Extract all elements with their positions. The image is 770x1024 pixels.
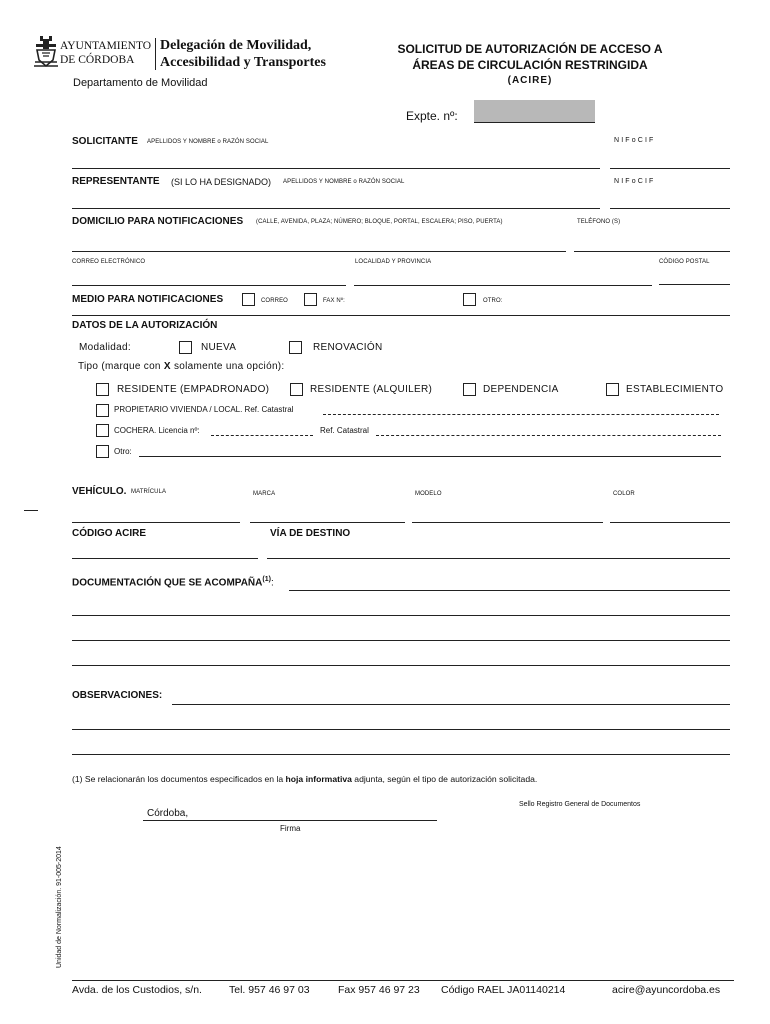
tipo-instruction: [78, 361, 285, 372]
documentacion-sup: (1): [262, 576, 271, 583]
dependencia-checkbox[interactable]: [463, 383, 476, 396]
color-label: COLOR: [613, 491, 635, 497]
via-destino-label: VÍA DE DESTINO: [270, 528, 351, 539]
footnote-pre: (1) Se relacionarán los documentos especificados en la: [72, 774, 286, 784]
cochera-label: COCHERA. Licencia nº:: [114, 426, 200, 435]
observaciones-label: OBSERVACIONES:: [72, 690, 163, 701]
marca-label: MARCA: [253, 491, 276, 497]
firma-label: Firma: [280, 824, 301, 833]
expte-label: Expte. nº:: [406, 109, 458, 123]
delegation-line-1: Delegación de Movilidad,: [160, 38, 312, 53]
delegation-name: [160, 37, 326, 71]
section-divider: [72, 315, 730, 316]
propietario-checkbox[interactable]: [96, 404, 109, 417]
representante-paren: (SI LO HA DESIGNADO): [171, 177, 272, 187]
fold-mark: [24, 510, 38, 511]
tipo-x: X: [163, 361, 171, 372]
propietario-ref-field[interactable]: [323, 414, 719, 415]
tipo-pre: Tipo (marque con: [78, 361, 164, 372]
nueva-label: NUEVA: [201, 342, 237, 353]
medio-correo-checkbox[interactable]: [242, 293, 255, 306]
solicitante-sub: APELLIDOS Y NOMBRE o RAZÓN SOCIAL: [147, 139, 269, 145]
domicilio-label: DOMICILIO PARA NOTIFICACIONES: [72, 216, 244, 227]
documentacion-label: [72, 576, 274, 588]
nueva-checkbox[interactable]: [179, 341, 192, 354]
solicitante-name-field[interactable]: [72, 168, 600, 169]
observaciones-line-3[interactable]: [72, 754, 730, 755]
footnote: [72, 774, 537, 784]
observaciones-line-1[interactable]: [172, 704, 730, 705]
domicilio-field[interactable]: [72, 251, 566, 252]
representante-nif-label: N I F o C I F: [614, 178, 654, 185]
localidad-field[interactable]: [354, 285, 652, 286]
footer-divider: [72, 980, 734, 981]
dependencia-label: DEPENDENCIA: [483, 384, 559, 395]
otro-label: Otro:: [114, 447, 132, 456]
side-normalization-text: Unidad de Normalización. 91-005-2014: [56, 846, 63, 968]
propietario-label: PROPIETARIO VIVIENDA / LOCAL. Ref. Catastral: [114, 405, 294, 414]
solicitante-nif-label: N I F o C I F: [614, 137, 654, 144]
localidad-label: LOCALIDAD Y PROVINCIA: [355, 259, 432, 265]
marca-field[interactable]: [250, 522, 405, 523]
correo-field[interactable]: [72, 285, 346, 286]
solicitante-nif-field[interactable]: [610, 168, 730, 169]
documentacion-line-3[interactable]: [72, 640, 730, 641]
cochera-licencia-field[interactable]: [211, 435, 313, 436]
modelo-label: MODELO: [415, 491, 442, 497]
otro-checkbox[interactable]: [96, 445, 109, 458]
cochera-ref-field[interactable]: [376, 435, 721, 436]
solicitante-label: SOLICITANTE: [72, 136, 138, 147]
medio-correo-label: CORREO: [261, 298, 288, 304]
renovacion-checkbox[interactable]: [289, 341, 302, 354]
telefono-field[interactable]: [574, 251, 730, 252]
representante-sub: APELLIDOS Y NOMBRE o RAZÓN SOCIAL: [283, 179, 405, 185]
logo-divider: [155, 38, 156, 70]
delegation-line-2: Accesibilidad y Transportes: [160, 55, 326, 70]
title-line-3: (ACIRE): [507, 75, 553, 86]
footer-email[interactable]: acire@ayuncordoba.es: [612, 984, 721, 996]
residente-empadronado-label: RESIDENTE (EMPADRONADO): [117, 384, 270, 395]
footer-address: Avda. de los Custodios, s/n.: [72, 984, 202, 996]
correo-label: CORREO ELECTRÓNICO: [72, 259, 146, 265]
codigo-postal-field[interactable]: [659, 284, 730, 285]
matricula-field[interactable]: [72, 522, 240, 523]
medio-label: MEDIO PARA NOTIFICACIONES: [72, 294, 224, 305]
representante-name-field[interactable]: [72, 208, 600, 209]
expte-field[interactable]: [474, 100, 595, 123]
otro-field[interactable]: [139, 456, 721, 457]
logo-line-1: AYUNTAMIENTO: [60, 40, 152, 52]
city-coat-of-arms-icon: [34, 36, 58, 70]
representante-label: REPRESENTANTE: [72, 176, 160, 187]
logo-line-2: DE CÓRDOBA: [60, 54, 135, 66]
cochera-ref-label: Ref. Catastral: [320, 426, 369, 435]
medio-fax-label: FAX Nº:: [323, 298, 345, 304]
cochera-checkbox[interactable]: [96, 424, 109, 437]
renovacion-label: RENOVACIÓN: [313, 342, 383, 353]
footer-tel: Tel. 957 46 97 03: [229, 984, 310, 996]
sello-label: Sello Registro General de Documentos: [519, 801, 641, 808]
cordoba-label: Córdoba,: [147, 808, 189, 819]
matricula-label: MATRÍCULA: [131, 489, 167, 495]
footer-rael: Código RAEL JA01140214: [441, 984, 566, 996]
color-field[interactable]: [610, 522, 730, 523]
medio-fax-checkbox[interactable]: [304, 293, 317, 306]
residente-alquiler-label: RESIDENTE (ALQUILER): [310, 384, 433, 395]
codigo-acire-field[interactable]: [72, 558, 258, 559]
documentacion-colon: :: [270, 577, 274, 589]
title-line-1: SOLICITUD DE AUTORIZACIÓN DE ACCESO A: [397, 42, 663, 56]
residente-empadronado-checkbox[interactable]: [96, 383, 109, 396]
department-name: Departamento de Movilidad: [73, 77, 208, 89]
vehiculo-label: VEHÍCULO.: [72, 486, 127, 497]
modelo-field[interactable]: [412, 522, 603, 523]
domicilio-sub: (CALLE, AVENIDA, PLAZA; NÚMERO; BLOQUE, PORTAL, ESCALERA; PISO, PUERTA): [256, 219, 503, 225]
documentacion-text: DOCUMENTACIÓN QUE SE ACOMPAÑA: [72, 577, 263, 589]
codigo-acire-label: CÓDIGO ACIRE: [72, 528, 147, 539]
medio-otro-label: OTRO:: [483, 298, 503, 304]
telefono-label: TELÉFONO (S): [577, 219, 621, 225]
form-title: [360, 41, 700, 89]
establecimiento-checkbox[interactable]: [606, 383, 619, 396]
representante-nif-field[interactable]: [610, 208, 730, 209]
medio-otro-checkbox[interactable]: [463, 293, 476, 306]
documentacion-line-2[interactable]: [72, 615, 730, 616]
autorizacion-label: DATOS DE LA AUTORIZACIÓN: [72, 320, 218, 331]
title-line-2: ÁREAS DE CIRCULACIÓN RESTRINGIDA: [412, 58, 648, 72]
footer-fax: Fax 957 46 97 23: [338, 984, 420, 996]
documentacion-line-4[interactable]: [72, 665, 730, 666]
observaciones-line-2[interactable]: [72, 729, 730, 730]
city-logo-text: [60, 39, 151, 67]
establecimiento-label: ESTABLECIMIENTO: [626, 384, 724, 395]
tipo-post: solamente una opción):: [170, 361, 285, 372]
documentacion-line-1[interactable]: [289, 590, 730, 591]
footnote-post: adjunta, según el tipo de autorización solicitada.: [351, 774, 538, 784]
residente-alquiler-checkbox[interactable]: [290, 383, 303, 396]
codigo-postal-label: CÓDIGO POSTAL: [659, 259, 710, 265]
signature-line[interactable]: [143, 820, 437, 821]
via-destino-field[interactable]: [267, 558, 730, 559]
modalidad-label: Modalidad:: [79, 342, 131, 353]
footnote-bold: hoja informativa: [285, 774, 352, 784]
